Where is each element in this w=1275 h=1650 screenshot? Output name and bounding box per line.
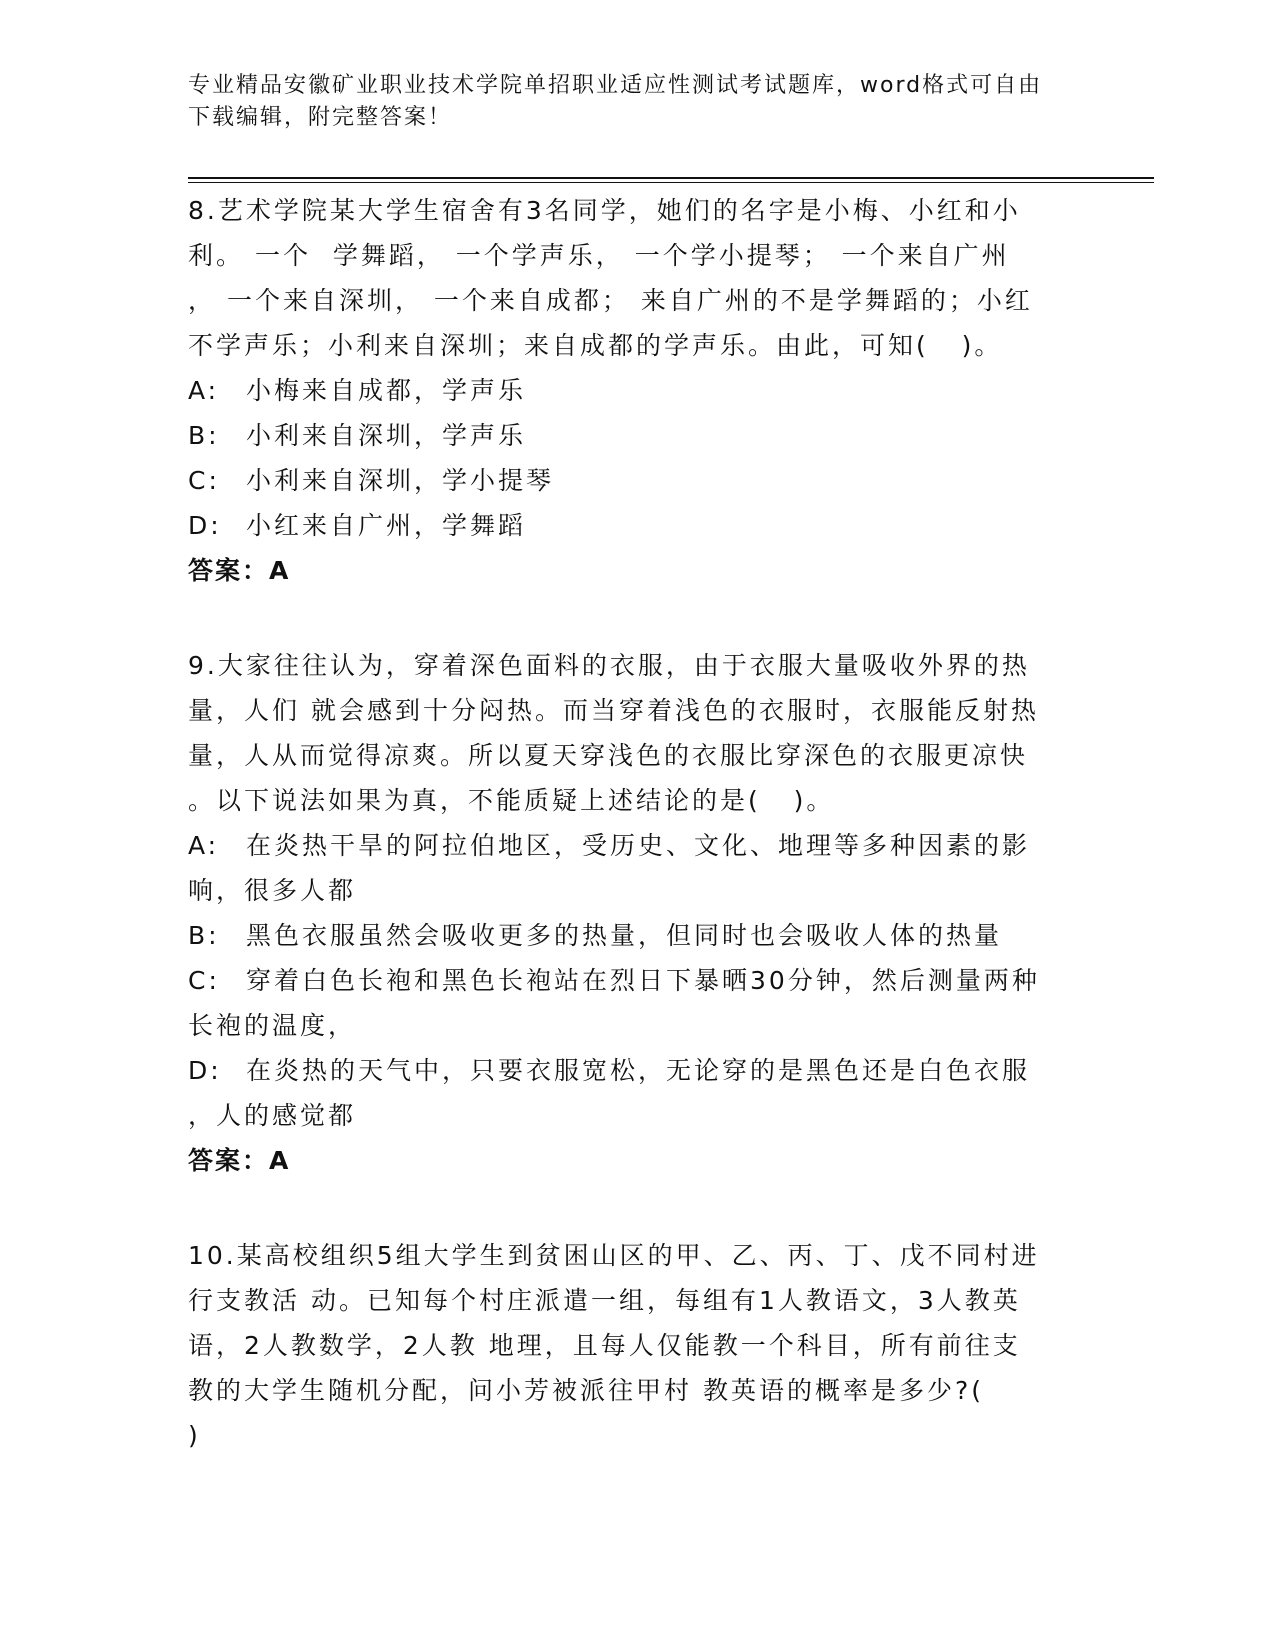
option-text: 响，很多人都 <box>188 876 357 905</box>
document-header <box>188 70 1088 134</box>
option-key: A: <box>188 376 220 405</box>
question-9-option-c <box>188 958 1088 1003</box>
question-10-line-3: 语，2人教数学，2人教 地理，且每人仅能教一个科目，所有前往支 <box>188 1331 1021 1360</box>
option-text: 黑色衣服虽然会吸收更多的热量，但同时也会吸收人体的热量 <box>246 921 1003 950</box>
option-text: 小梅来自成都，学声乐 <box>246 376 527 405</box>
question-10-line-2: 行支教活 动。已知每个村庄派遣一组，每组有1人教语文，3人教英 <box>188 1286 1021 1315</box>
question-8-option-a <box>188 368 1088 413</box>
question-9-option-a <box>188 823 1088 868</box>
option-key: D: <box>188 511 222 540</box>
question-8-line-2: 利。 一个 学舞蹈， 一个学声乐， 一个学小提琴； 一个来自广州 <box>188 241 1010 270</box>
question-9-answer: 答案：A <box>188 1146 291 1175</box>
option-text: 在炎热的天气中，只要衣服宽松，无论穿的是黑色还是白色衣服 <box>246 1056 1031 1085</box>
question-10-line-5: ) <box>188 1421 201 1450</box>
option-key: D: <box>188 1056 222 1085</box>
question-8 <box>188 188 1088 593</box>
question-9-option-d <box>188 1048 1088 1093</box>
question-8-line-1: 8.艺术学院某大学生宿舍有3名同学，她们的名字是小梅、小红和小 <box>188 196 1021 225</box>
option-text: 穿着白色长袍和黑色长袍站在烈日下暴晒30分钟，然后测量两种 <box>246 966 1040 995</box>
option-text: 小利来自深圳，学声乐 <box>246 421 527 450</box>
question-8-line-3: ， 一个来自深圳， 一个来自成都； 来自广州的不是学舞蹈的；小红 <box>188 286 1033 315</box>
question-9-option-a-cont <box>188 868 1088 913</box>
question-9-line-1: 9.大家往往认为，穿着深色面料的衣服，由于衣服大量吸收外界的热 <box>188 651 1030 680</box>
question-8-answer: 答案：A <box>188 556 291 585</box>
option-text: ，人的感觉都 <box>188 1101 357 1130</box>
option-key: C: <box>188 966 220 995</box>
question-10-line-4: 教的大学生随机分配，问小芳被派往甲村 教英语的概率是多少?( <box>188 1376 984 1405</box>
option-key: B: <box>188 421 220 450</box>
header-divider-thick <box>188 177 1154 179</box>
option-key: C: <box>188 466 220 495</box>
question-9-option-d-cont <box>188 1093 1088 1138</box>
option-key: A: <box>188 831 220 860</box>
question-9-option-b <box>188 913 1088 958</box>
question-8-option-b <box>188 413 1088 458</box>
header-divider-thin <box>188 182 1154 183</box>
question-9-line-4: 。以下说法如果为真，不能质疑上述结论的是( )。 <box>188 786 835 815</box>
question-9-option-c-cont <box>188 1003 1088 1048</box>
question-9 <box>188 643 1088 1183</box>
question-10 <box>188 1233 1088 1458</box>
question-8-option-c <box>188 458 1088 503</box>
question-9-line-2: 量，人们 就会感到十分闷热。而当穿着浅色的衣服时，衣服能反射热 <box>188 696 1039 725</box>
header-line-2: 下载编辑，附完整答案！ <box>188 105 453 130</box>
header-line-1: 专业精品安徽矿业职业技术学院单招职业适应性测试考试题库，word格式可自由 <box>188 73 1043 98</box>
option-text: 小红来自广州，学舞蹈 <box>246 511 527 540</box>
option-text: 长袍的温度， <box>188 1011 357 1040</box>
question-10-line-1: 10.某高校组织5组大学生到贫困山区的甲、乙、丙、丁、戊不同村进 <box>188 1241 1040 1270</box>
question-9-line-3: 量，人从而觉得凉爽。所以夏天穿浅色的衣服比穿深色的衣服更凉快 <box>188 741 1029 770</box>
question-8-option-d <box>188 503 1088 548</box>
option-key: B: <box>188 921 220 950</box>
question-8-line-4: 不学声乐；小利来自深圳；来自成都的学声乐。由此，可知( )。 <box>188 331 1003 360</box>
option-text: 小利来自深圳，学小提琴 <box>246 466 555 495</box>
option-text: 在炎热干旱的阿拉伯地区，受历史、文化、地理等多种因素的影 <box>246 831 1031 860</box>
